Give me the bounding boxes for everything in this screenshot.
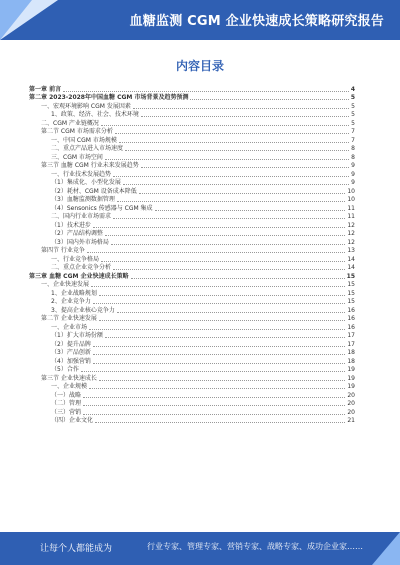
toc-entry-label: （1）技术进步: [51, 221, 91, 229]
toc-entry[interactable]: [29, 230, 355, 239]
toc-leader-dots: [119, 142, 349, 143]
toc-leader-dots: [89, 329, 345, 330]
toc-entry-page: 12: [347, 221, 355, 229]
footer-decoration: [372, 532, 400, 565]
toc-entry-page: 13: [347, 247, 355, 254]
footer-tagline: 行业专家、管理专家、营销专家、战略专家、成功企业家……: [147, 542, 363, 551]
toc-entry-label: （三）营销: [51, 408, 82, 416]
toc-leader-dots: [131, 278, 345, 279]
toc-entry[interactable]: [29, 85, 355, 94]
toc-entry-label: 一、中国 CGM 市场规模: [51, 136, 117, 144]
toc-entry[interactable]: [29, 153, 355, 162]
toc-leader-dots: [63, 91, 349, 92]
toc-entry-page: 11: [347, 213, 355, 220]
toc-entry-label: 第二节 企业快速发展: [41, 315, 97, 322]
toc-leader-dots: [155, 210, 346, 211]
toc-leader-dots: [111, 244, 346, 245]
toc-entry-label: 1、企业战略规划: [51, 289, 97, 297]
toc-entry-page: 20: [347, 408, 355, 416]
toc-entry-label: （4）加强营销: [51, 357, 91, 365]
toc-entry-label: （1）扩大市场份额: [51, 332, 103, 339]
toc-entry-label: 第三章 血糖 CGM 企业快速成长策略: [29, 272, 129, 280]
toc-entry[interactable]: [29, 94, 355, 103]
toc-entry-page: 11: [347, 204, 355, 212]
toc-entry[interactable]: [29, 391, 355, 400]
toc-entry-page: 15: [346, 272, 355, 280]
toc-entry-page: 9: [351, 170, 355, 178]
toc-entry-label: （四）企业文化: [51, 417, 94, 424]
toc-entry-label: 三、CGM 市场空间: [51, 153, 103, 161]
toc-entry-label: （2）产品结构调整: [51, 230, 103, 237]
toc-leader-dots: [113, 269, 345, 270]
toc-entry-page: 19: [347, 366, 355, 373]
toc-entry-label: 二、重点企业竞争分析: [51, 264, 112, 271]
toc-entry-label: 第一章 前言: [29, 85, 62, 93]
toc-entry[interactable]: [29, 179, 355, 188]
toc-leader-dots: [95, 422, 345, 423]
toc-entry[interactable]: [29, 170, 355, 179]
toc-leader-dots: [93, 227, 346, 228]
toc-entry-page: 20: [347, 400, 355, 407]
toc-leader-dots: [105, 159, 349, 160]
toc-entry-page: 8: [351, 153, 355, 161]
header-decoration-accent: [0, 0, 32, 40]
toc-entry[interactable]: [29, 281, 355, 290]
toc-entry-label: （一）战略: [51, 391, 82, 399]
toc-leader-dots: [123, 184, 349, 185]
toc-leader-dots: [105, 337, 346, 338]
toc-entry-page: 17: [347, 340, 355, 348]
toc-entry-page: 14: [347, 255, 355, 263]
toc-entry-page: 9: [351, 179, 355, 186]
toc-entry-page: 15: [347, 298, 355, 305]
toc-entry[interactable]: [29, 221, 355, 230]
table-of-contents: [29, 85, 355, 425]
toc-leader-dots: [125, 150, 349, 151]
toc-entry-page: 16: [347, 315, 355, 322]
footer-slogan: 让每个人都能成为: [40, 544, 113, 554]
toc-leader-dots: [133, 108, 349, 109]
toc-entry-label: 一、企业规模: [51, 383, 88, 390]
toc-entry-page: 7: [351, 136, 355, 144]
toc-entry-page: 5: [350, 94, 355, 101]
toc-entry[interactable]: [29, 417, 355, 426]
toc-entry-page: 5: [351, 102, 355, 110]
toc-entry[interactable]: [29, 332, 355, 341]
toc-leader-dots: [141, 116, 349, 117]
toc-leader-dots: [83, 397, 345, 398]
toc-entry[interactable]: [29, 306, 355, 315]
toc-entry-page: 12: [347, 238, 355, 246]
toc-leader-dots: [190, 99, 348, 100]
toc-entry[interactable]: [29, 102, 355, 111]
toc-leader-dots: [81, 371, 346, 372]
toc-leader-dots: [115, 133, 349, 134]
toc-entry-page: 21: [347, 417, 355, 424]
toc-entry-page: 18: [347, 357, 355, 365]
toc-entry-page: 5: [351, 111, 355, 118]
toc-entry[interactable]: [29, 374, 355, 383]
toc-entry[interactable]: [29, 145, 355, 154]
toc-entry-label: 二、国内行业市场需求: [51, 213, 112, 220]
toc-entry[interactable]: [29, 349, 355, 358]
toc-entry[interactable]: [29, 264, 355, 273]
toc-leader-dots: [99, 295, 346, 296]
toc-leader-dots: [101, 261, 345, 262]
toc-entry-page: 19: [347, 374, 355, 382]
toc-leader-dots: [87, 252, 345, 253]
toc-entry[interactable]: [29, 213, 355, 222]
toc-entry-label: 一、企业快速发展: [41, 281, 90, 288]
toc-entry-label: 二、重点产品进入市场速度: [51, 145, 124, 152]
toc-entry[interactable]: [29, 136, 355, 145]
toc-entry-page: 9: [351, 162, 355, 169]
toc-leader-dots: [117, 312, 346, 313]
toc-entry-page: 16: [347, 323, 355, 331]
toc-leader-dots: [93, 363, 346, 364]
toc-entry[interactable]: [29, 408, 355, 417]
toc-entry[interactable]: [29, 340, 355, 349]
toc-entry[interactable]: [29, 298, 355, 307]
toc-entry-label: （1）集成化、小型化发展: [51, 179, 121, 186]
toc-entry-label: （5）合作: [51, 366, 79, 373]
toc-leader-dots: [99, 380, 345, 381]
toc-entry-label: 一、企业市场: [51, 323, 88, 331]
toc-entry-page: 12: [347, 230, 355, 237]
toc-entry[interactable]: [29, 119, 355, 128]
toc-entry-page: 10: [347, 196, 355, 203]
toc-entry-page: 4: [350, 85, 355, 93]
toc-leader-dots: [89, 388, 345, 389]
toc-leader-dots: [141, 167, 349, 168]
toc-leader-dots: [139, 193, 346, 194]
toc-entry-label: 第三节 血糖 CGM 行业未来发展趋势: [41, 162, 139, 169]
report-title: 血糖监测 CGM 企业快速成长策略研究报告: [129, 14, 384, 29]
toc-leader-dots: [83, 414, 345, 415]
toc-entry[interactable]: [29, 366, 355, 375]
toc-entry[interactable]: [29, 315, 355, 324]
toc-entry-page: 17: [347, 332, 355, 339]
toc-entry-label: 二、CGM 产业链概况: [41, 119, 99, 127]
toc-leader-dots: [93, 346, 346, 347]
toc-entry-label: 3、提高企业核心竞争力: [51, 306, 115, 314]
toc-entry-label: 一、行业竞争格局: [51, 255, 100, 263]
toc-entry[interactable]: [29, 196, 355, 205]
toc-entry-label: 一、行业技术发展趋势: [51, 170, 112, 178]
toc-leader-dots: [91, 286, 345, 287]
toc-entry-label: 第三节 企业快速成长: [41, 374, 97, 382]
toc-entry-page: 7: [351, 128, 355, 135]
toc-leader-dots: [93, 303, 346, 304]
toc-entry[interactable]: [29, 383, 355, 392]
toc-entry[interactable]: [29, 128, 355, 137]
toc-entry-label: （3）产品创新: [51, 349, 91, 356]
toc-entry-page: 15: [347, 281, 355, 288]
toc-leader-dots: [83, 405, 345, 406]
toc-leader-dots: [101, 125, 349, 126]
toc-entry[interactable]: [29, 357, 355, 366]
toc-leader-dots: [113, 218, 345, 219]
toc-entry-label: 第二节 CGM 市场需求分析: [41, 128, 113, 135]
toc-entry[interactable]: [29, 162, 355, 171]
toc-entry-page: 5: [351, 119, 355, 127]
toc-entry[interactable]: [29, 111, 355, 120]
toc-entry[interactable]: [29, 272, 355, 281]
toc-entry-label: 1、政策、经济、社会、技术环境: [51, 111, 139, 118]
toc-entry-label: （4）Sensonics 传感器与 CGM 集成: [51, 204, 153, 212]
toc-entry-label: （2）提升品牌: [51, 340, 91, 348]
toc-entry-page: 19: [347, 383, 355, 390]
toc-leader-dots: [99, 320, 345, 321]
toc-entry[interactable]: [29, 187, 355, 196]
toc-entry-label: 一、宏观环境影响 CGM 发展因素: [41, 102, 131, 110]
toc-entry-page: 8: [351, 145, 355, 152]
toc-entry-page: 16: [347, 306, 355, 314]
toc-entry-page: 10: [347, 187, 355, 195]
toc-entry[interactable]: [29, 289, 355, 298]
toc-entry-label: （3）血糖监测数据管理: [51, 196, 115, 203]
toc-entry[interactable]: [29, 204, 355, 213]
toc-entry[interactable]: [29, 400, 355, 409]
toc-entry[interactable]: [29, 247, 355, 256]
toc-entry-page: 18: [347, 349, 355, 356]
toc-entry-page: 14: [347, 264, 355, 271]
toc-leader-dots: [117, 201, 346, 202]
toc-entry-label: （2）耗材、CGM 设备成本降低: [51, 187, 137, 195]
toc-entry[interactable]: [29, 238, 355, 247]
toc-entry-label: （二）管理: [51, 400, 82, 407]
toc-leader-dots: [105, 235, 346, 236]
toc-entry-label: 第二章 2023-2028年中国血糖 CGM 市场背景及趋势预测: [29, 94, 189, 101]
toc-entry[interactable]: [29, 323, 355, 332]
toc-entry[interactable]: [29, 255, 355, 264]
toc-entry-label: （3）国内外市场格局: [51, 238, 109, 246]
toc-title: 内容目录: [175, 59, 224, 73]
toc-entry-page: 20: [347, 391, 355, 399]
toc-entry-label: 第四节 行业竞争: [41, 247, 85, 254]
toc-leader-dots: [93, 354, 346, 355]
toc-entry-label: 2、企业竞争力: [51, 298, 91, 305]
toc-leader-dots: [113, 176, 349, 177]
toc-entry-page: 15: [347, 289, 355, 297]
